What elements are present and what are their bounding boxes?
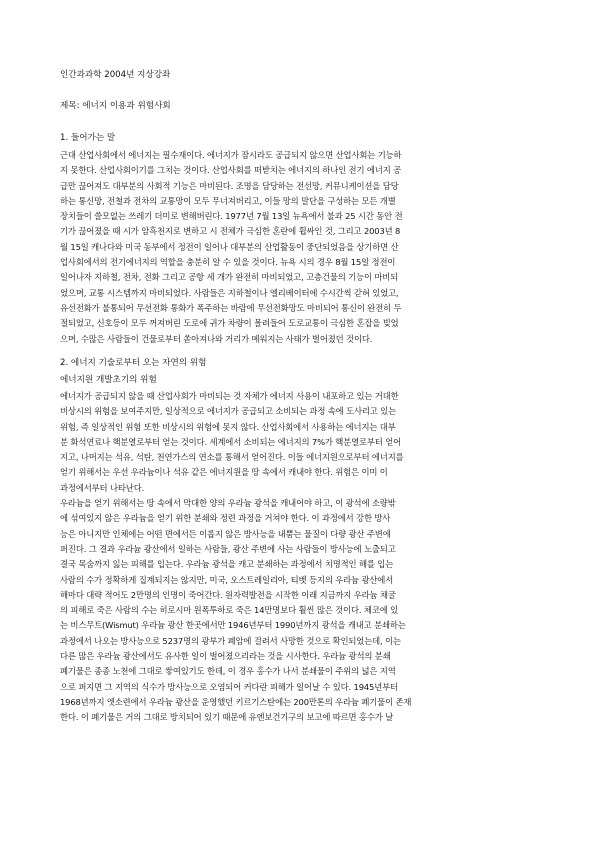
text-line: 으며, 수많은 사람들이 건물로부터 쏟아져나와 거리가 메워지는 사태가 벌어졌던 것이다.	[60, 333, 373, 344]
course-title: 인간과과학 2004년 지상강좌	[60, 70, 171, 80]
text-line: 분 화석연료나 핵분열로부터 얻는 것이다. 세계에서 소비되는 에너지의 7%가 핵분열로부터 얻어	[60, 436, 402, 447]
text-line: 는 비스무트(Wismut) 우라늄 광산 한곳에서만 1946년부터 1990년까지 광석을 캐내고 분쇄하는	[60, 620, 406, 631]
section2-heading: 2. 에너지 기술로부터 오는 자연의 위험	[60, 358, 207, 368]
text-line: 1968년까지 엣소련에서 우라늄 광산을 운영했던 키르기스탄에는 200만톤의 우라늄 폐기물이 존재	[60, 696, 412, 707]
text-line: 절되었고, 신호등이 모두 꺼져버린 도로에 귀가 차량이 몰려들어 도로교통이 극심한 혼잡을 빚었	[60, 318, 399, 329]
text-line: 비상시의 위험을 보여주지만, 일상적으로 에너지가 공급되고 소비되는 과정 속에 도사리고 있는	[60, 406, 397, 417]
text-line: 퍼진다. 그 결과 우라늄 광산에서 일하는 사람들, 광산 주변에 사는 사람들이 방사능에 노출되고	[60, 543, 396, 554]
text-line: 급만 끊어져도 대부분의 사회적 기능은 마비된다. 조명을 담당하는 전선망, 커뮤니케이션을 담당	[60, 180, 399, 191]
section2-body	[60, 389, 536, 726]
text-line: 기가 끊어졌을 때 시가 암흑천지로 변하고 시 전체가 극심한 혼란에 휩싸인 것, 그리고 2003년 8	[60, 226, 401, 237]
text-line: 으로 퍼지면 그 지역의 식수가 방사능으로 오염되어 커다란 피해가 일어날 수 있다. 1945년부터	[60, 681, 398, 692]
lecture-subject: 제목: 에너지 이용과 위험사회	[60, 101, 171, 111]
text-line: 에너지가 공급되지 않을 때 산업사회가 마비되는 것 자체가 에너지 사용이 내포하고 있는 거대한	[60, 391, 399, 401]
text-line: 었으며, 교통 시스템까지 마비되었다. 사람들은 지하철이나 엘리베이터에 수시간씩 갇혀 있었고,	[60, 287, 399, 298]
section2-subheading: 에너지원 개발초기의 위험	[60, 375, 157, 385]
text-line: 하는 통신망, 전철과 전차의 교통망이 모두 무너져버리고, 이들 망의 말단을 구성하는 모든 개별	[60, 195, 396, 206]
text-line: 폐기물은 종종 노천에 그대로 쌓여있기도 한데, 이 경우 홍수가 나서 분쇄물이 주위의 넓은 지역	[60, 666, 396, 677]
text-line: 업사회에서의 전기에너지의 역할을 충분히 알 수 있을 것이다. 뉴욕 시의 경우 8월 15일 정전이	[60, 257, 396, 268]
text-line: 해마다 대략 적어도 2만명의 인명이 죽어간다. 원자력발전을 시작한 이래 지금까지 우라늄 채굴	[60, 589, 396, 600]
section1-body	[60, 148, 536, 347]
text-line: 지고, 나머지는 석유, 석탄, 천연가스의 연소를 통해서 얻어진다. 이들 에너지원으로부터 에너지를	[60, 452, 404, 463]
text-line: 유선전화가 불통되어 무선전화 통화가 폭주하는 바람에 무선전화망도 마비되어 통신이 완전히 두	[60, 302, 402, 313]
text-line: 장치들이 쓸모없는 쓰레기 더미로 변해버린다. 1977년 7월 13일 뉴욕에서 불과 25 시간 동안 전	[60, 211, 403, 222]
text-line: 사람의 수가 정확하게 집계되지는 않지만, 미국, 오스트레일리아, 티벳 등지의 우라늄 광산에서	[60, 574, 394, 585]
text-line: 우라늄을 얻기 위해서는 땅 속에서 막대한 양의 우라늄 광석을 캐내어야 하고, 이 광석에 소량밖	[60, 498, 396, 509]
text-line: 과정에서부터 나타난다.	[60, 482, 145, 493]
text-line: 과정에서 나오는 방사능으로 5237명의 광부가 폐암에 걸려서 사망한 것으로 확인되었는데, 이는	[60, 635, 401, 646]
text-line: 한다. 이 폐기물은 거의 그대로 방치되어 있기 때문에 유엔보건기구의 보고에 따르면 홍수가 날	[60, 712, 394, 723]
text-line: 월 15일 캐나다와 미국 동부에서 정전이 일어나 대부분의 산업활동이 중단되었음을 상기하면 산	[60, 241, 399, 252]
text-line: 능은 아니지만 인체에는 어떤 면에서든 이롭지 않은 방사능을 내뿜는 물질이 다량 광산 주변에	[60, 528, 391, 539]
text-line: 지 못한다. 산업사회이기를 그치는 것이다. 산업사회를 떠받치는 에너지의 하나인 전기 에너지 공	[60, 165, 402, 176]
text-line: 근대 산업사회에서 에너지는 필수재이다. 에너지가 잠시라도 공급되지 않으면 산업사회는 기능하	[60, 150, 402, 160]
text-line: 의 피해로 죽은 사람의 수는 히로시마 원폭투하로 죽은 14만명보다 훨씬 많은 것이다. 체코에 있	[60, 605, 399, 616]
text-line: 결국 목숨까지 잃는 피해를 입는다. 우라늄 광석을 캐고 분쇄하는 과정에서 치명적인 해를 입는	[60, 559, 394, 570]
text-line: 다른 많은 우라늄 광산에서도 유사한 일이 벌어졌으리라는 것을 시사한다. 우라늄 광석의 분쇄	[60, 651, 391, 662]
text-line: 위험, 즉 일상적인 위험 또한 비상시의 위험에 못지 않다. 산업사회에서 사용하는 에너지는 대부	[60, 421, 396, 432]
text-line: 얻기 위해서는 우선 우라늄이나 석유 같은 에너지원을 땅 속에서 캐내야 한다. 위험은 이미 이	[60, 467, 388, 478]
text-line: 에 섞여있지 않은 우라늄을 얻기 위한 분쇄와 정련 과정을 거쳐야 한다. 이 과정에서 강한 방사	[60, 513, 391, 524]
section1-heading: 1. 들어가는 말	[60, 133, 116, 143]
text-line: 일어나자 지하철, 전차, 전화 그리고 공항 세 개가 완전히 마비되었고, 고층건물의 기능이 마비되	[60, 272, 399, 283]
